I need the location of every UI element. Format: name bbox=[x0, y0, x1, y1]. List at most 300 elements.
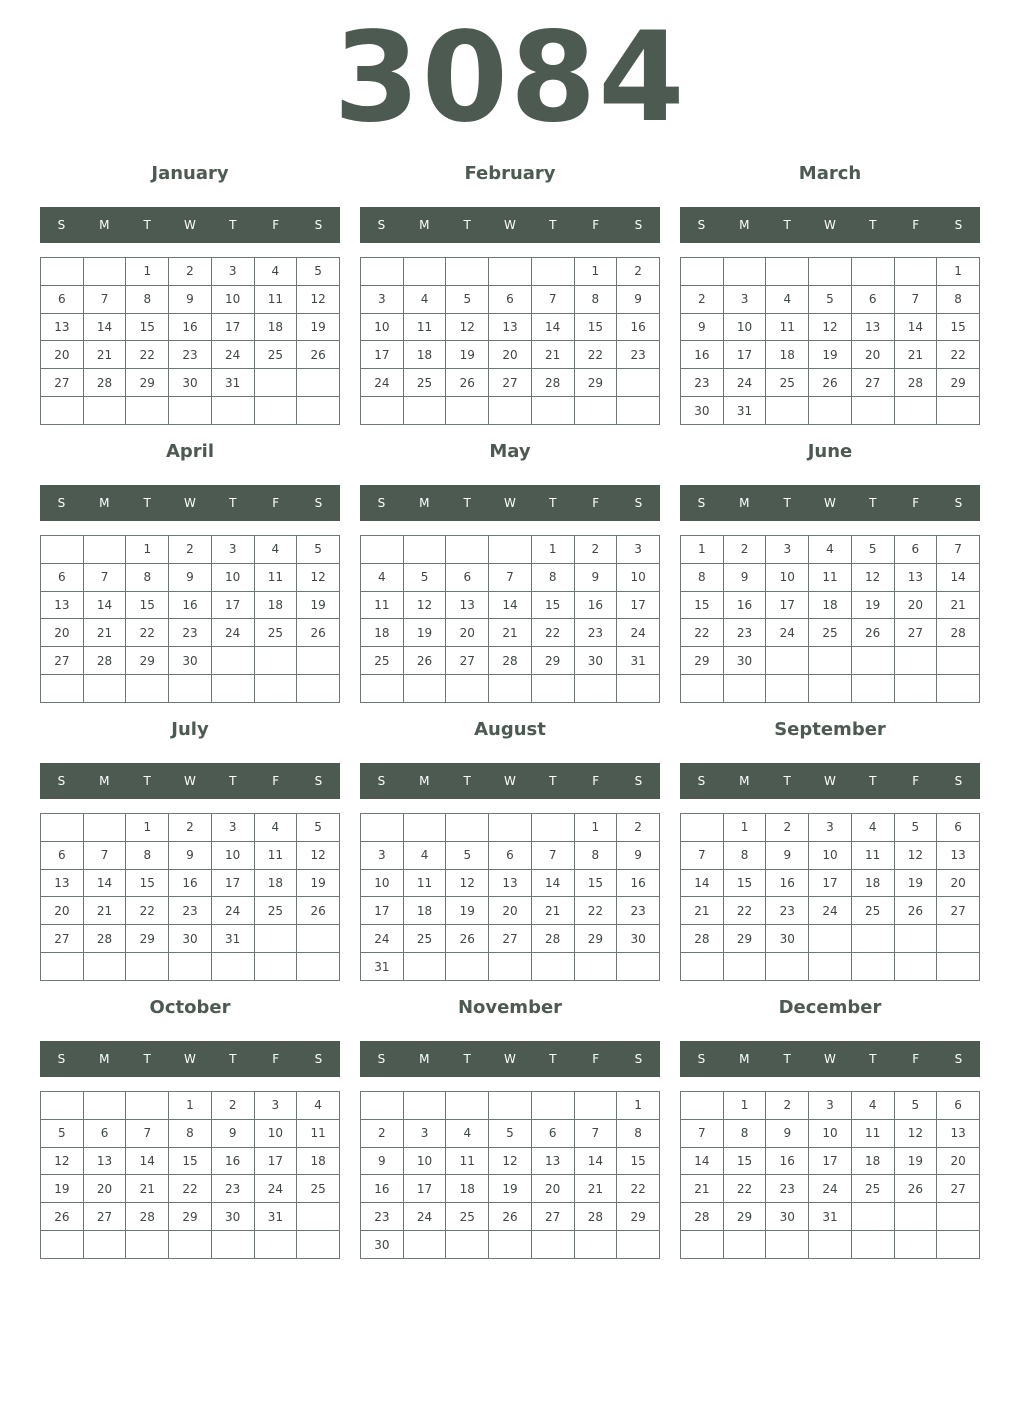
day-cell: 2 bbox=[169, 814, 212, 842]
day-cell: 22 bbox=[617, 1175, 660, 1203]
day-cell bbox=[937, 925, 980, 953]
day-cell: 1 bbox=[169, 1092, 212, 1120]
day-cell: 13 bbox=[851, 313, 894, 341]
day-cell: 30 bbox=[766, 925, 809, 953]
day-cell bbox=[531, 675, 574, 703]
day-cell bbox=[83, 1231, 126, 1259]
month-name: March bbox=[798, 163, 862, 184]
weekday-label: W bbox=[824, 496, 836, 510]
weekday-label: S bbox=[697, 496, 706, 510]
day-cell: 7 bbox=[83, 285, 126, 313]
week-row bbox=[361, 285, 660, 313]
day-cell bbox=[809, 647, 852, 675]
day-cell bbox=[809, 953, 852, 981]
week-row bbox=[361, 397, 660, 425]
day-cell: 13 bbox=[894, 563, 937, 591]
week-row bbox=[41, 897, 340, 925]
day-cell: 21 bbox=[681, 1175, 724, 1203]
day-cell bbox=[531, 397, 574, 425]
day-cell bbox=[126, 953, 169, 981]
week-row bbox=[41, 591, 340, 619]
week-row bbox=[41, 619, 340, 647]
day-cell bbox=[83, 953, 126, 981]
week-row bbox=[681, 1119, 980, 1147]
day-cell: 27 bbox=[83, 1203, 126, 1231]
day-cell bbox=[617, 369, 660, 397]
week-row bbox=[681, 925, 980, 953]
day-cell bbox=[574, 953, 617, 981]
day-cell: 5 bbox=[41, 1119, 84, 1147]
weekday-header bbox=[680, 485, 980, 521]
day-cell bbox=[297, 1231, 340, 1259]
weekday-label: M bbox=[99, 496, 110, 510]
week-row bbox=[41, 647, 340, 675]
day-cell bbox=[894, 397, 937, 425]
day-cell bbox=[851, 1203, 894, 1231]
week-row bbox=[41, 341, 340, 369]
day-cell: 23 bbox=[361, 1203, 404, 1231]
day-cell: 15 bbox=[574, 869, 617, 897]
week-row bbox=[361, 313, 660, 341]
day-cell bbox=[489, 675, 532, 703]
day-cell: 19 bbox=[446, 897, 489, 925]
day-cell: 31 bbox=[617, 647, 660, 675]
day-cell: 14 bbox=[937, 563, 980, 591]
weekday-label: W bbox=[184, 1052, 196, 1066]
day-cell: 21 bbox=[126, 1175, 169, 1203]
day-cell: 5 bbox=[403, 563, 446, 591]
day-cell bbox=[297, 647, 340, 675]
day-cell: 19 bbox=[297, 313, 340, 341]
week-row bbox=[361, 591, 660, 619]
day-cell: 5 bbox=[297, 814, 340, 842]
week-row bbox=[361, 1175, 660, 1203]
week-row bbox=[41, 869, 340, 897]
weekday-label: S bbox=[634, 496, 643, 510]
day-cell: 4 bbox=[361, 563, 404, 591]
month-name: July bbox=[171, 719, 209, 740]
day-cell: 20 bbox=[531, 1175, 574, 1203]
day-cell: 29 bbox=[126, 369, 169, 397]
day-cell bbox=[937, 675, 980, 703]
day-cell: 24 bbox=[617, 619, 660, 647]
week-row bbox=[361, 925, 660, 953]
day-cell: 5 bbox=[297, 536, 340, 564]
day-cell bbox=[254, 397, 297, 425]
day-cell: 17 bbox=[211, 313, 254, 341]
week-row bbox=[681, 369, 980, 397]
day-cell: 21 bbox=[531, 341, 574, 369]
day-cell: 20 bbox=[41, 897, 84, 925]
day-cell: 16 bbox=[766, 869, 809, 897]
week-row bbox=[361, 675, 660, 703]
day-cell: 27 bbox=[41, 925, 84, 953]
day-cell bbox=[83, 1092, 126, 1120]
day-cell: 3 bbox=[254, 1092, 297, 1120]
day-cell: 20 bbox=[41, 619, 84, 647]
day-cell bbox=[83, 397, 126, 425]
day-cell: 18 bbox=[254, 313, 297, 341]
day-cell: 26 bbox=[894, 1175, 937, 1203]
day-cell: 23 bbox=[169, 619, 212, 647]
day-cell: 13 bbox=[41, 591, 84, 619]
day-cell bbox=[403, 536, 446, 564]
day-cell bbox=[254, 953, 297, 981]
day-cell: 29 bbox=[937, 369, 980, 397]
week-row bbox=[361, 869, 660, 897]
day-cell: 13 bbox=[41, 869, 84, 897]
day-cell: 31 bbox=[254, 1203, 297, 1231]
day-cell: 15 bbox=[937, 313, 980, 341]
day-cell: 7 bbox=[574, 1119, 617, 1147]
weekday-label: W bbox=[504, 218, 516, 232]
day-cell: 8 bbox=[531, 563, 574, 591]
week-row bbox=[41, 841, 340, 869]
day-cell: 17 bbox=[723, 341, 766, 369]
month-name: October bbox=[149, 997, 231, 1018]
day-cell bbox=[126, 1231, 169, 1259]
day-cell: 11 bbox=[254, 563, 297, 591]
day-cell bbox=[297, 925, 340, 953]
day-cell bbox=[851, 675, 894, 703]
day-cell bbox=[41, 1092, 84, 1120]
day-cell: 25 bbox=[254, 619, 297, 647]
weekday-label: F bbox=[912, 496, 920, 510]
day-cell: 26 bbox=[446, 369, 489, 397]
day-cell bbox=[254, 925, 297, 953]
day-cell: 20 bbox=[41, 341, 84, 369]
weekday-label: S bbox=[954, 218, 963, 232]
day-cell: 19 bbox=[297, 591, 340, 619]
day-cell bbox=[297, 397, 340, 425]
day-cell bbox=[361, 397, 404, 425]
day-cell: 11 bbox=[809, 563, 852, 591]
weekday-header bbox=[360, 207, 660, 243]
day-cell: 25 bbox=[851, 897, 894, 925]
week-row bbox=[41, 369, 340, 397]
day-cell: 24 bbox=[766, 619, 809, 647]
weekday-label: W bbox=[824, 774, 836, 788]
weekday-label: F bbox=[912, 1052, 920, 1066]
day-cell: 28 bbox=[681, 925, 724, 953]
day-cell bbox=[41, 953, 84, 981]
day-cell: 8 bbox=[169, 1119, 212, 1147]
day-cell bbox=[766, 675, 809, 703]
week-row bbox=[681, 285, 980, 313]
day-cell: 8 bbox=[681, 563, 724, 591]
day-cell: 9 bbox=[169, 563, 212, 591]
day-cell: 17 bbox=[211, 869, 254, 897]
day-cell: 15 bbox=[126, 869, 169, 897]
day-cell: 29 bbox=[531, 647, 574, 675]
day-cell: 14 bbox=[83, 591, 126, 619]
day-cell bbox=[531, 1092, 574, 1120]
day-cell bbox=[617, 397, 660, 425]
day-cell: 23 bbox=[766, 897, 809, 925]
day-cell: 29 bbox=[617, 1203, 660, 1231]
day-cell: 21 bbox=[83, 619, 126, 647]
weekday-label: S bbox=[697, 1052, 706, 1066]
day-cell: 6 bbox=[41, 285, 84, 313]
day-cell: 22 bbox=[723, 1175, 766, 1203]
day-cell: 25 bbox=[809, 619, 852, 647]
weekday-label: T bbox=[869, 496, 877, 510]
day-cell: 29 bbox=[126, 647, 169, 675]
weekday-label: T bbox=[549, 218, 557, 232]
day-cell: 4 bbox=[254, 258, 297, 286]
day-cell: 30 bbox=[766, 1203, 809, 1231]
day-cell: 5 bbox=[446, 285, 489, 313]
weekday-label: F bbox=[592, 774, 600, 788]
day-cell bbox=[41, 1231, 84, 1259]
day-cell: 3 bbox=[361, 841, 404, 869]
day-cell: 21 bbox=[937, 591, 980, 619]
day-cell: 3 bbox=[211, 536, 254, 564]
weekday-label: S bbox=[377, 1052, 386, 1066]
weekday-label: S bbox=[954, 1052, 963, 1066]
week-row bbox=[361, 1231, 660, 1259]
day-cell bbox=[937, 953, 980, 981]
day-grid bbox=[40, 813, 340, 981]
day-cell bbox=[489, 814, 532, 842]
weekday-label: S bbox=[954, 774, 963, 788]
day-cell: 3 bbox=[617, 536, 660, 564]
day-cell: 13 bbox=[489, 869, 532, 897]
weekday-label: M bbox=[99, 218, 110, 232]
weekday-label: F bbox=[912, 774, 920, 788]
day-grid bbox=[40, 535, 340, 703]
day-cell: 16 bbox=[169, 313, 212, 341]
day-cell: 12 bbox=[809, 313, 852, 341]
day-cell bbox=[574, 675, 617, 703]
day-cell: 20 bbox=[489, 341, 532, 369]
week-row bbox=[361, 953, 660, 981]
month-name: May bbox=[489, 441, 531, 462]
day-cell: 29 bbox=[574, 369, 617, 397]
day-cell: 15 bbox=[169, 1147, 212, 1175]
day-cell bbox=[169, 397, 212, 425]
day-cell: 23 bbox=[169, 341, 212, 369]
day-cell: 21 bbox=[681, 897, 724, 925]
day-cell bbox=[41, 814, 84, 842]
week-row bbox=[41, 397, 340, 425]
day-cell bbox=[211, 647, 254, 675]
weekday-label: T bbox=[229, 1052, 237, 1066]
day-cell: 27 bbox=[489, 369, 532, 397]
weekday-label: F bbox=[592, 496, 600, 510]
day-cell: 9 bbox=[617, 841, 660, 869]
weekday-label: M bbox=[419, 774, 430, 788]
day-cell: 14 bbox=[83, 869, 126, 897]
weekday-label: T bbox=[783, 496, 791, 510]
day-cell bbox=[446, 1092, 489, 1120]
weekday-label: W bbox=[184, 496, 196, 510]
weekday-label: S bbox=[314, 218, 323, 232]
day-cell bbox=[126, 1092, 169, 1120]
day-cell: 24 bbox=[211, 897, 254, 925]
day-cell bbox=[851, 925, 894, 953]
day-cell: 6 bbox=[41, 563, 84, 591]
day-cell: 2 bbox=[681, 285, 724, 313]
day-cell: 28 bbox=[681, 1203, 724, 1231]
day-cell bbox=[254, 647, 297, 675]
day-cell: 17 bbox=[211, 591, 254, 619]
day-cell bbox=[297, 1203, 340, 1231]
day-cell: 1 bbox=[617, 1092, 660, 1120]
day-grid bbox=[40, 257, 340, 425]
day-cell: 10 bbox=[211, 841, 254, 869]
week-row bbox=[681, 258, 980, 286]
day-cell: 15 bbox=[723, 869, 766, 897]
day-cell: 3 bbox=[723, 285, 766, 313]
day-cell: 3 bbox=[809, 1092, 852, 1120]
day-cell: 14 bbox=[83, 313, 126, 341]
day-cell: 29 bbox=[723, 1203, 766, 1231]
day-cell: 11 bbox=[766, 313, 809, 341]
day-cell bbox=[617, 1231, 660, 1259]
day-cell bbox=[446, 258, 489, 286]
weekday-label: M bbox=[739, 774, 750, 788]
day-cell: 18 bbox=[851, 869, 894, 897]
day-cell bbox=[809, 258, 852, 286]
week-row bbox=[361, 1147, 660, 1175]
day-cell: 12 bbox=[446, 869, 489, 897]
week-row bbox=[361, 1203, 660, 1231]
day-cell bbox=[489, 258, 532, 286]
weekday-header bbox=[360, 485, 660, 521]
week-row bbox=[361, 1119, 660, 1147]
day-cell bbox=[723, 675, 766, 703]
day-cell: 4 bbox=[851, 1092, 894, 1120]
week-row bbox=[41, 1175, 340, 1203]
day-cell bbox=[809, 675, 852, 703]
day-cell: 23 bbox=[681, 369, 724, 397]
weekday-label: F bbox=[272, 218, 280, 232]
day-cell: 27 bbox=[937, 897, 980, 925]
day-cell: 12 bbox=[489, 1147, 532, 1175]
week-row bbox=[41, 1119, 340, 1147]
day-cell: 13 bbox=[489, 313, 532, 341]
day-cell: 29 bbox=[681, 647, 724, 675]
week-row bbox=[361, 897, 660, 925]
day-cell: 22 bbox=[723, 897, 766, 925]
day-cell: 1 bbox=[723, 1092, 766, 1120]
day-cell: 12 bbox=[41, 1147, 84, 1175]
day-cell: 22 bbox=[126, 341, 169, 369]
day-cell bbox=[211, 1231, 254, 1259]
day-cell bbox=[489, 397, 532, 425]
day-cell bbox=[446, 675, 489, 703]
day-cell: 6 bbox=[531, 1119, 574, 1147]
day-cell: 25 bbox=[254, 897, 297, 925]
day-cell: 2 bbox=[211, 1092, 254, 1120]
day-cell: 8 bbox=[126, 285, 169, 313]
weekday-label: M bbox=[419, 218, 430, 232]
week-row bbox=[681, 619, 980, 647]
day-cell: 10 bbox=[254, 1119, 297, 1147]
day-cell: 22 bbox=[531, 619, 574, 647]
day-cell: 9 bbox=[361, 1147, 404, 1175]
day-cell bbox=[83, 258, 126, 286]
day-cell bbox=[681, 1231, 724, 1259]
day-cell bbox=[169, 1231, 212, 1259]
day-cell: 16 bbox=[723, 591, 766, 619]
day-cell: 4 bbox=[446, 1119, 489, 1147]
day-cell: 18 bbox=[403, 897, 446, 925]
day-cell: 19 bbox=[809, 341, 852, 369]
weekday-label: T bbox=[869, 774, 877, 788]
day-cell: 25 bbox=[446, 1203, 489, 1231]
week-row bbox=[361, 619, 660, 647]
day-cell: 24 bbox=[809, 897, 852, 925]
day-cell: 19 bbox=[41, 1175, 84, 1203]
day-cell: 24 bbox=[361, 925, 404, 953]
day-cell: 23 bbox=[617, 897, 660, 925]
day-cell: 3 bbox=[403, 1119, 446, 1147]
day-cell: 12 bbox=[894, 841, 937, 869]
day-cell: 19 bbox=[851, 591, 894, 619]
day-cell: 26 bbox=[297, 341, 340, 369]
week-row bbox=[361, 536, 660, 564]
day-cell bbox=[809, 1231, 852, 1259]
day-cell: 12 bbox=[297, 285, 340, 313]
day-cell: 28 bbox=[937, 619, 980, 647]
weekday-label: W bbox=[504, 496, 516, 510]
day-cell: 13 bbox=[937, 841, 980, 869]
day-cell: 11 bbox=[297, 1119, 340, 1147]
day-cell: 6 bbox=[489, 841, 532, 869]
day-cell: 30 bbox=[681, 397, 724, 425]
day-cell: 26 bbox=[489, 1203, 532, 1231]
day-cell bbox=[851, 953, 894, 981]
weekday-header bbox=[40, 1041, 340, 1077]
day-cell: 14 bbox=[531, 313, 574, 341]
day-cell bbox=[211, 675, 254, 703]
day-cell bbox=[41, 675, 84, 703]
day-cell: 27 bbox=[41, 647, 84, 675]
day-cell: 10 bbox=[361, 869, 404, 897]
day-cell: 15 bbox=[126, 591, 169, 619]
day-cell bbox=[254, 369, 297, 397]
day-cell bbox=[489, 1092, 532, 1120]
weekday-label: F bbox=[592, 1052, 600, 1066]
weekday-label: T bbox=[229, 496, 237, 510]
day-cell: 3 bbox=[361, 285, 404, 313]
day-cell: 20 bbox=[446, 619, 489, 647]
day-cell: 6 bbox=[41, 841, 84, 869]
day-cell: 30 bbox=[723, 647, 766, 675]
day-cell: 22 bbox=[574, 897, 617, 925]
day-cell: 12 bbox=[403, 591, 446, 619]
day-cell: 11 bbox=[403, 313, 446, 341]
week-row bbox=[41, 814, 340, 842]
weekday-header bbox=[680, 763, 980, 799]
day-cell bbox=[41, 536, 84, 564]
weekday-label: F bbox=[272, 496, 280, 510]
day-cell bbox=[894, 647, 937, 675]
day-cell: 16 bbox=[211, 1147, 254, 1175]
day-cell bbox=[723, 258, 766, 286]
day-cell: 8 bbox=[617, 1119, 660, 1147]
week-row bbox=[361, 841, 660, 869]
day-cell: 9 bbox=[766, 1119, 809, 1147]
weekday-label: F bbox=[912, 218, 920, 232]
weekday-label: T bbox=[549, 1052, 557, 1066]
week-row bbox=[681, 675, 980, 703]
day-cell: 1 bbox=[126, 258, 169, 286]
day-cell: 17 bbox=[254, 1147, 297, 1175]
day-cell: 16 bbox=[681, 341, 724, 369]
